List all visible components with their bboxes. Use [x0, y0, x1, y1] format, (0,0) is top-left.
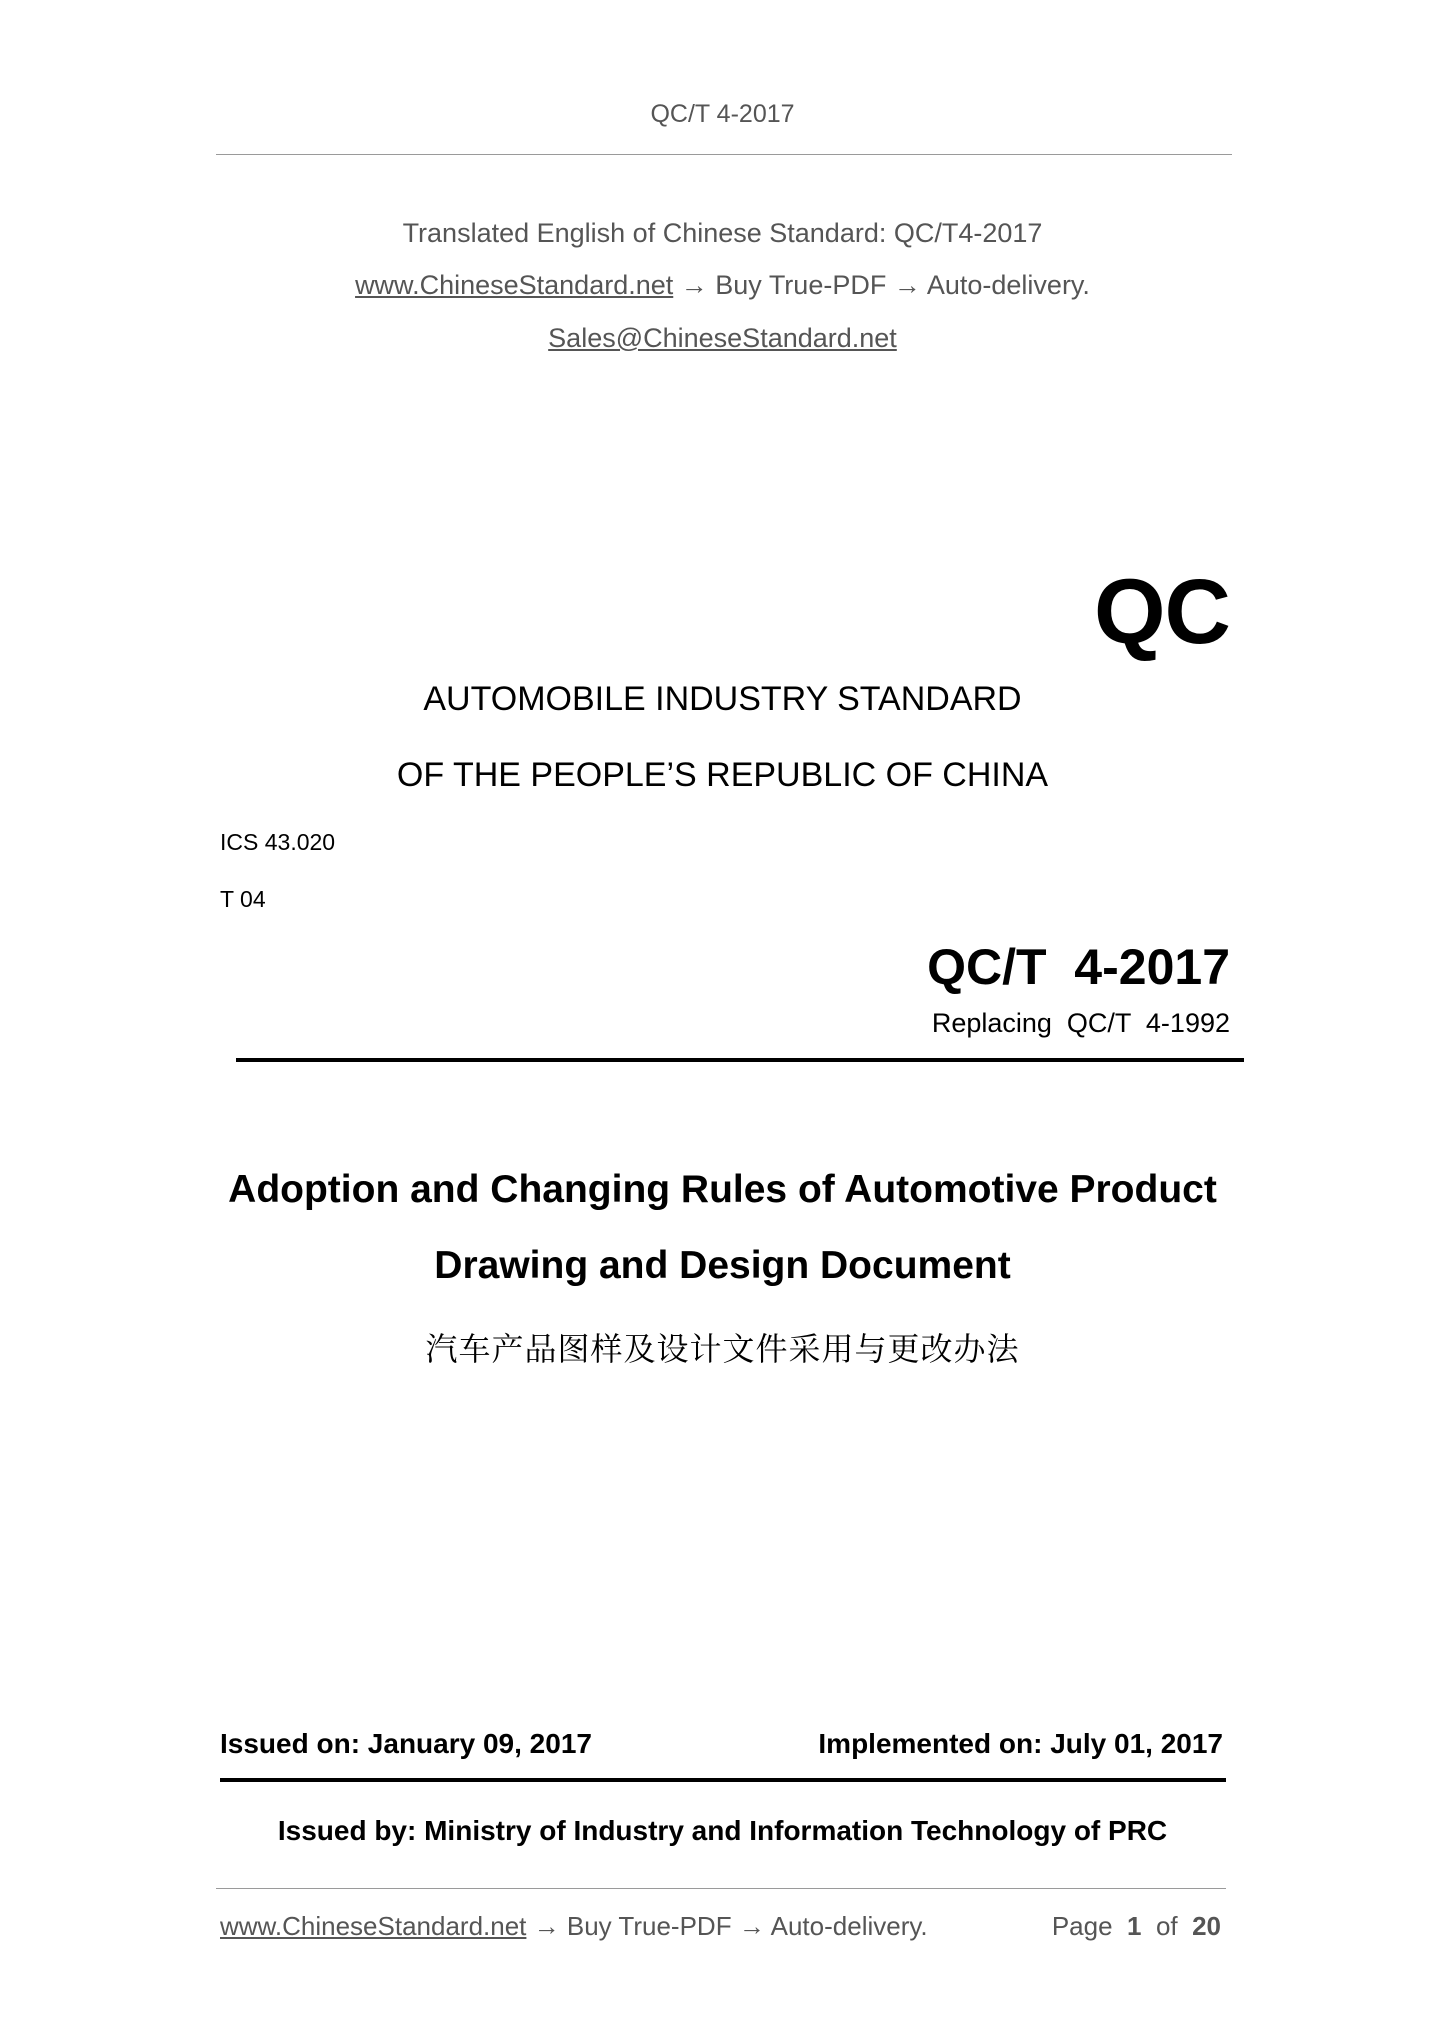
arrow-icon: → [893, 270, 921, 300]
classification-code: T 04 [220, 886, 266, 912]
site-link[interactable]: www.ChineseStandard.net [355, 270, 674, 300]
buy-text: Buy True-PDF [715, 270, 887, 300]
title-english-line-2: Drawing and Design Document [434, 1244, 1011, 1287]
page-total: 20 [1192, 1911, 1221, 1941]
implemented-on: Implemented on: July 01, 2017 [818, 1728, 1223, 1759]
title-chinese: 汽车产品图样及设计文件采用与更改办法 [425, 1330, 1020, 1368]
page-indicator [1052, 1911, 1221, 1942]
issued-by: Issued by: Ministry of Industry and Information Technology of PRC [277, 1815, 1168, 1846]
page-of: of [1155, 1911, 1178, 1941]
page-current: 1 [1127, 1911, 1142, 1941]
footer-site-link[interactable]: www.ChineseStandard.net [220, 1911, 527, 1941]
auto-delivery-text: Auto-delivery. [926, 270, 1090, 300]
standard-number: QC/T 4-2017 [927, 939, 1230, 995]
footer-auto-delivery-text: Auto-delivery. [770, 1911, 928, 1941]
arrow-icon: → [533, 1911, 560, 1941]
sales-email-link[interactable]: Sales@ChineseStandard.net [548, 323, 897, 353]
promo-line [0, 270, 1445, 301]
qc-logo: QC [1094, 561, 1230, 663]
footer-promo [220, 1911, 928, 1942]
replacing-standard: Replacing QC/T 4-1992 [931, 1008, 1230, 1038]
issued-on: Issued on: January 09, 2017 [220, 1728, 592, 1759]
issue-divider [220, 1778, 1226, 1782]
arrow-icon: → [738, 1911, 765, 1941]
arrow-icon: → [680, 270, 708, 300]
header-divider [216, 154, 1232, 155]
standard-line-1: AUTOMOBILE INDUSTRY STANDARD [423, 680, 1022, 718]
footer-buy-text: Buy True-PDF [566, 1911, 732, 1941]
ics-code: ICS 43.020 [220, 829, 336, 855]
title-divider [236, 1058, 1244, 1062]
running-header: QC/T 4-2017 [650, 100, 795, 128]
translated-line: Translated English of Chinese Standard: QC/T4-2017 [402, 218, 1043, 248]
title-english-line-1: Adoption and Changing Rules of Automotive Product [228, 1168, 1217, 1211]
page-label: Page [1051, 1911, 1113, 1941]
standard-line-2: OF THE PEOPLE’S REPUBLIC OF CHINA [396, 756, 1049, 794]
sales-email-line [0, 323, 1445, 354]
footer-divider [216, 1888, 1226, 1889]
